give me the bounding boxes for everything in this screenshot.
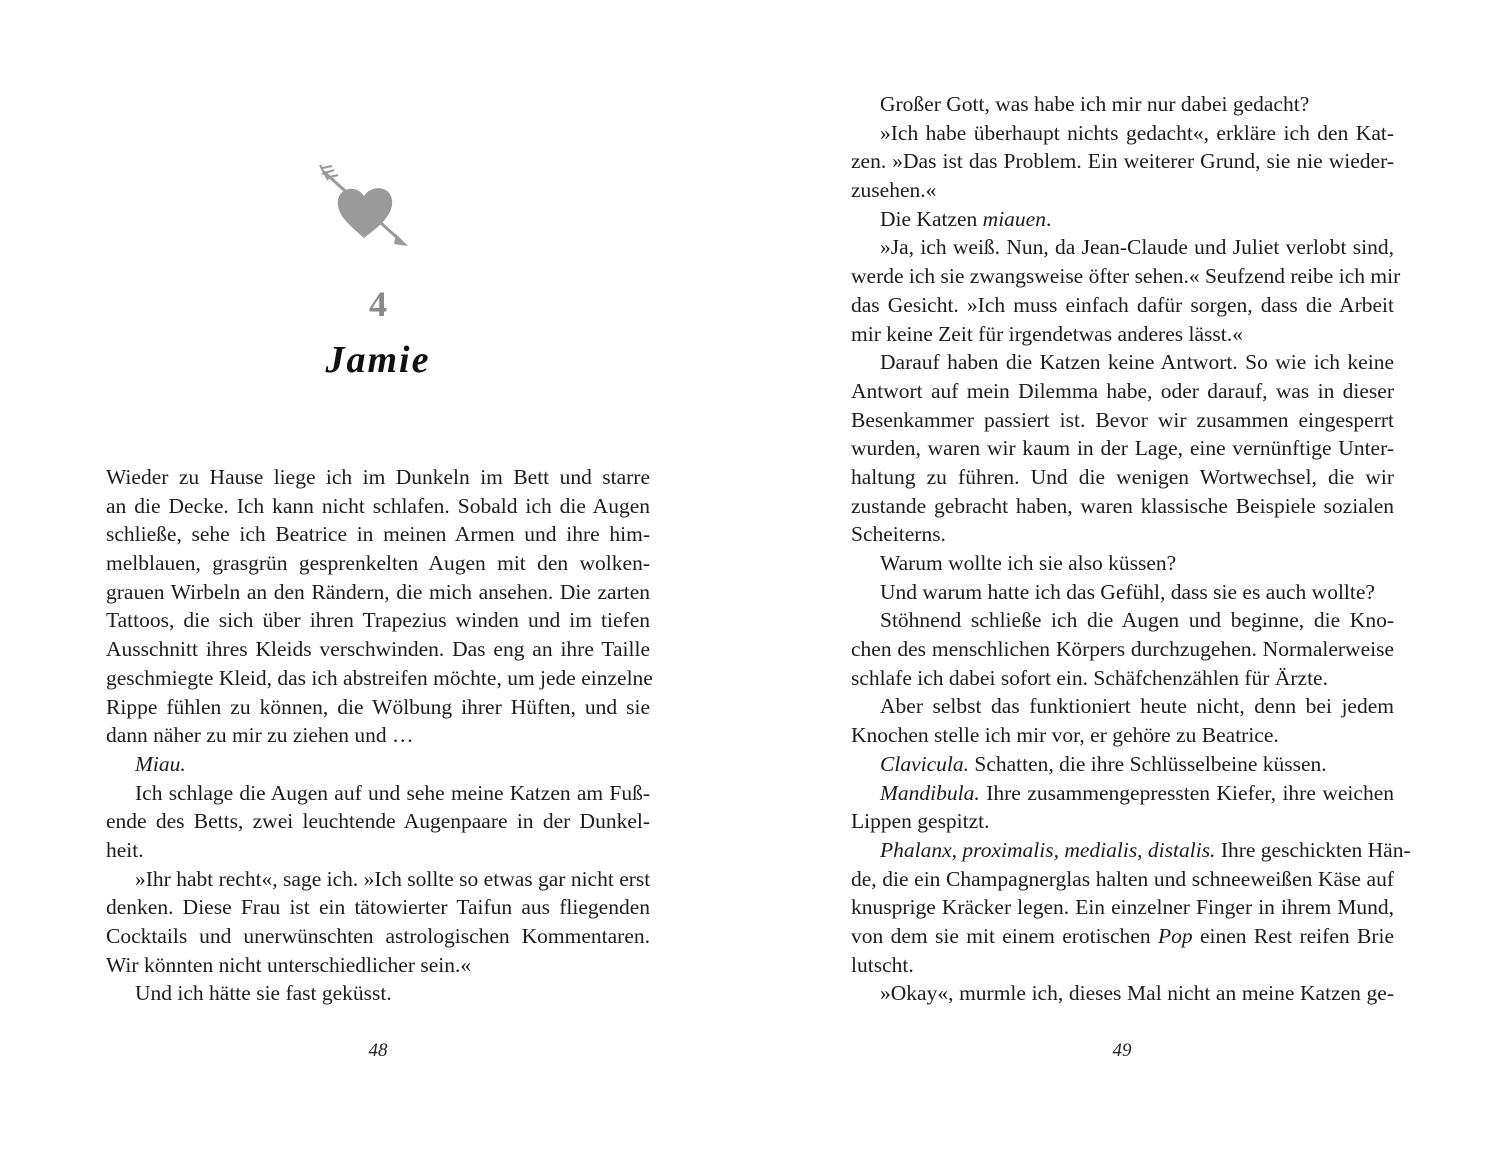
italic-text: miauen <box>982 206 1046 231</box>
text-segment: einen Rest reifen Brie <box>1192 923 1394 948</box>
text-line <box>106 693 650 722</box>
left-body-text <box>106 463 653 1008</box>
text-line <box>851 262 1401 291</box>
text-line <box>106 492 650 521</box>
text-line <box>106 750 650 779</box>
text-segment: knusprige Kräcker legen. Ein einzelner Finger in ihrem Mund, <box>851 895 1394 920</box>
text-segment: Rippe fühlen zu können, die Wölbung ihrer Hüften, und sie <box>106 694 650 719</box>
text-line <box>851 692 1394 721</box>
text-segment: Aber selbst das funktioniert heute nicht, denn bei jedem <box>880 694 1394 719</box>
text-line <box>106 664 653 693</box>
text-segment: schlafe ich dabei sofort ein. Schäfchenzählen für Ärzte. <box>851 665 1328 690</box>
text-line <box>851 377 1394 406</box>
text-segment: Wieder zu Hause liege ich im Dunkeln im Bett und starre <box>106 465 650 489</box>
text-segment: Wir könnten nicht unterschiedlicher sein.« <box>106 952 472 977</box>
chapter-title: Jamie <box>325 339 431 381</box>
text-segment: . <box>1045 206 1052 231</box>
text-line <box>851 750 1394 779</box>
text-line <box>851 578 1394 607</box>
text-line <box>851 320 1394 349</box>
text-segment: Lippen gespitzt. <box>851 809 990 834</box>
text-line <box>106 979 650 1008</box>
text-segment: dann näher zu mir zu ziehen und … <box>106 723 414 748</box>
text-segment: Antwort auf mein Dilemma habe, oder darauf, was in dieser <box>851 378 1394 403</box>
text-line <box>851 434 1394 463</box>
text-segment: Und ich hätte sie fast geküsst. <box>135 981 392 1006</box>
right-page <box>750 0 1500 1153</box>
text-segment: Knochen stelle ich mir vor, er gehöre zu Beatrice. <box>851 723 1279 748</box>
text-line <box>851 119 1394 148</box>
text-line <box>851 807 1394 836</box>
text-line <box>851 836 1411 865</box>
text-line <box>106 779 650 808</box>
text-segment: an die Decke. Ich kann nicht schlafen. Sobald ich die Augen <box>106 493 650 518</box>
page-number-right: 49 <box>1112 1040 1132 1061</box>
text-line <box>106 606 650 635</box>
text-line <box>106 807 650 836</box>
text-line <box>106 520 650 549</box>
chapter-number: 4 <box>369 284 387 324</box>
text-segment: schließe, sehe ich Beatrice in meinen Armen und ihre him- <box>106 522 650 547</box>
text-line <box>851 348 1394 377</box>
text-segment: Schatten, die ihre Schlüsselbeine küssen. <box>968 751 1327 776</box>
text-line <box>851 205 1394 234</box>
text-segment: Stöhnend schließe ich die Augen und beginne, die Kno- <box>880 608 1394 633</box>
text-line <box>106 578 650 607</box>
text-line <box>106 721 650 750</box>
text-segment: Warum wollte ich sie also küssen? <box>880 551 1177 575</box>
text-line <box>851 893 1394 922</box>
text-segment: Ihre geschickten Hän- <box>1215 837 1411 862</box>
text-line <box>851 406 1394 435</box>
text-segment: das Gesicht. »Ich muss einfach dafür sorgen, dass die Arbeit <box>851 292 1394 317</box>
text-line <box>106 922 650 951</box>
text-line <box>106 893 650 922</box>
text-segment: »Ihr habt recht«, sage ich. »Ich sollte so etwas gar nicht erst <box>135 866 651 891</box>
italic-text: Phalanx, proximalis, medialis, distalis. <box>880 837 1216 862</box>
text-line <box>851 291 1394 320</box>
text-line <box>851 635 1394 664</box>
italic-text: Clavicula. <box>880 751 969 776</box>
text-line <box>851 951 1394 980</box>
text-line <box>851 549 1394 578</box>
text-segment: Die Katzen <box>880 206 983 231</box>
italic-text: Pop <box>1157 923 1193 948</box>
text-line <box>851 520 1394 549</box>
text-segment: wurden, waren wir kaum in der Lage, eine vernünftige Unter- <box>851 436 1394 461</box>
text-line <box>851 233 1394 262</box>
text-line <box>851 922 1394 951</box>
text-segment: mir keine Zeit für irgendetwas anderes lässt.« <box>851 321 1243 346</box>
text-segment: Ich schlage die Augen auf und sehe meine Katzen am Fuß- <box>135 780 650 805</box>
text-segment: lutscht. <box>851 952 914 977</box>
text-line <box>106 865 650 894</box>
text-segment: Darauf haben die Katzen keine Antwort. So wie ich keine <box>880 350 1394 375</box>
text-segment: werde ich sie zwangsweise öfter sehen.« Seufzend reibe ich mir <box>851 264 1401 289</box>
text-line <box>106 836 650 865</box>
text-segment: grauen Wirbeln an den Rändern, die mich ansehen. Die zarten <box>106 579 650 604</box>
italic-text: Mandibula. <box>880 780 980 805</box>
text-line <box>851 721 1394 750</box>
text-segment: Scheiterns. <box>851 522 946 547</box>
text-line <box>851 492 1394 521</box>
text-segment: zen. »Das ist das Problem. Ein weiterer Grund, sie nie wieder- <box>851 149 1394 174</box>
text-line <box>106 463 650 492</box>
right-body-text <box>851 90 1411 1008</box>
text-segment: ende des Betts, zwei leuchtende Augenpaare in der Dunkel- <box>106 809 650 834</box>
heart-arrow-icon <box>318 162 410 250</box>
text-segment: »Ja, ich weiß. Nun, da Jean-Claude und Juliet verlobt sind, <box>880 235 1394 260</box>
text-line <box>851 147 1394 176</box>
text-segment: Großer Gott, was habe ich mir nur dabei gedacht? <box>880 92 1310 116</box>
text-segment: zustande gebracht haben, waren klassische Beispiele sozialen <box>851 493 1394 518</box>
text-segment: de, die ein Champagnerglas halten und schneeweißen Käse auf <box>851 866 1394 891</box>
text-segment: heit. <box>106 837 144 862</box>
text-line <box>851 176 1394 205</box>
text-segment: Besenkammer passiert ist. Bevor wir zusammen eingesperrt <box>851 407 1394 432</box>
text-segment: Ausschnitt ihres Kleids verschwinden. Das eng an ihre Taille <box>106 637 650 662</box>
text-segment: zusehen.« <box>851 178 937 203</box>
text-line <box>106 951 650 980</box>
italic-text: Miau. <box>135 751 186 776</box>
text-segment: haltung zu führen. Und die wenigen Wortwechsel, die wir <box>851 464 1394 489</box>
text-segment: melblauen, grasgrün gesprenkelten Augen mit den wolken- <box>106 551 650 576</box>
text-segment: von dem sie mit einem erotischen <box>851 923 1158 948</box>
text-line <box>851 606 1394 635</box>
text-segment: »Okay«, murmle ich, dieses Mal nicht an meine Katzen ge- <box>880 981 1394 1006</box>
text-segment: denken. Diese Frau ist ein tätowierter Taifun aus fliegenden <box>106 895 650 920</box>
text-line <box>851 664 1394 693</box>
text-segment: Und warum hatte ich das Gefühl, dass sie es auch wollte? <box>880 579 1375 604</box>
text-segment: »Ich habe überhaupt nichts gedacht«, erkläre ich den Kat- <box>880 120 1394 145</box>
text-segment: Ihre zusammengepressten Kiefer, ihre weichen <box>979 780 1394 805</box>
text-segment: chen des menschlichen Körpers durchzugehen. Normalerweise <box>851 637 1394 662</box>
text-line <box>851 779 1394 808</box>
text-line <box>851 865 1394 894</box>
text-segment: Cocktails und unerwünschten astrologischen Kommentaren. <box>106 924 650 948</box>
text-line <box>851 90 1394 119</box>
text-line <box>851 979 1394 1008</box>
text-segment: Tattoos, die sich über ihren Trapezius winden und im tiefen <box>106 608 650 633</box>
text-line <box>851 463 1394 492</box>
text-segment: geschmiegte Kleid, das ich abstreifen möchte, um jede einzelne <box>106 665 653 690</box>
page-number-left: 48 <box>368 1040 388 1061</box>
text-line <box>106 635 650 664</box>
text-line <box>106 549 650 578</box>
